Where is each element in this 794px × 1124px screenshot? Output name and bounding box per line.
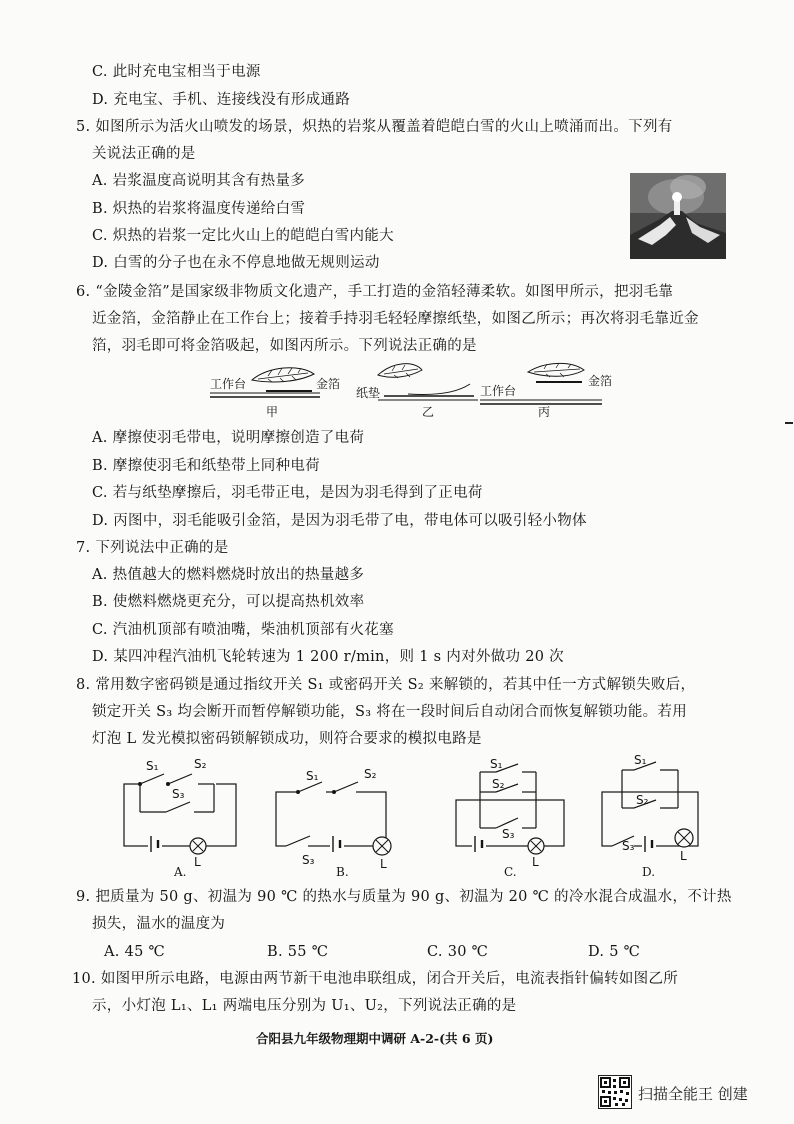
q9-stem: 损失，温水的温度为 [92, 916, 226, 932]
q7-option-d: D. 某四冲程汽油机飞轮转速为 1 200 r/min，则 1 s 内对外做功 20 次 [92, 649, 564, 665]
circuit-label-b: B. [336, 865, 349, 879]
q9-option-b: B. 55 ℃ [267, 944, 329, 960]
circuit-label-s1: S₁ [146, 759, 159, 773]
q9-option-d: D. 5 ℃ [588, 944, 641, 960]
q6-option-d: D. 丙图中，羽毛能吸引金箔，是因为羽毛带了电，带电体可以吸引轻小物体 [92, 513, 587, 529]
page-footer: 合阳县九年级物理期中调研 A-2-(共 6 页) [256, 1031, 494, 1046]
q6-workbench-label-jia: 工作台 [210, 377, 247, 391]
circuit-label-s2: S₂ [364, 767, 377, 781]
circuit-label-lamp: L [680, 849, 687, 863]
q8-stem: 灯泡 L 发光模拟密码锁解锁成功，则符合要求的模拟电路是 [92, 731, 482, 747]
q6-gold-label-bing: 金箔 [588, 374, 613, 388]
circuit-label-s3: S₃ [302, 853, 315, 867]
volcano-photo [630, 173, 726, 259]
q5-stem: 5. 如图所示为活火山喷发的场景，炽热的岩浆从覆盖着皑皑白雪的火山上喷涌而出。下列有 [76, 119, 673, 135]
q6-option-a: A. 摩擦使羽毛带电，说明摩擦创造了电荷 [92, 430, 365, 446]
circuit-label-s2: S₂ [636, 793, 649, 807]
circuit-label-s2: S₂ [492, 777, 505, 791]
q7-option-c: C. 汽油机顶部有喷油嘴，柴油机顶部有火花塞 [92, 622, 394, 638]
circuit-label-c: C. [504, 865, 517, 879]
q6-paper-pad-label: 纸垫 [356, 386, 381, 400]
q5-option-d: D. 白雪的分子也在永不停息地做无规则运动 [92, 255, 380, 271]
q8-circuits-figure [118, 752, 728, 882]
q7-stem: 7. 下列说法中正确的是 [76, 540, 229, 556]
feather-icon [378, 364, 470, 395]
circuit-label-s1: S₁ [634, 753, 647, 767]
qr-code-icon [598, 1075, 632, 1109]
q6-caption-bing: 丙 [538, 405, 551, 419]
margin-mark [785, 422, 793, 424]
q9-option-a: A. 45 ℃ [104, 944, 166, 960]
feather-icon [528, 363, 584, 377]
q6-caption-yi: 乙 [422, 405, 435, 419]
q5-stem: 关说法正确的是 [92, 146, 196, 162]
q10-stem: 示，小灯泡 L₁、L₁ 两端电压分别为 U₁、U₂，下列说法正确的是 [92, 998, 517, 1014]
q8-stem: 锁定开关 S₃ 均会断开而暂停解锁功能，S₃ 将在一段时间后自动闭合而恢复解锁功能。若用 [92, 704, 688, 720]
circuit-label-s1: S₁ [490, 757, 503, 771]
q4-option-d: D. 充电宝、手机、连接线没有形成通路 [92, 92, 351, 108]
circuit-label-lamp: L [380, 857, 387, 871]
q5-option-a: A. 岩浆温度高说明其含有热量多 [92, 173, 305, 189]
circuit-label-s3: S₃ [502, 827, 515, 841]
q6-option-b: B. 摩擦使羽毛和纸垫带上同种电荷 [92, 458, 320, 474]
circuit-c [456, 757, 564, 879]
q7-option-b: B. 使燃料燃烧更充分，可以提高热机效率 [92, 594, 365, 610]
q6-stem: 箔，羽毛即可将金箔吸起，如图丙所示。下列说法正确的是 [92, 338, 477, 354]
q9-stem: 9. 把质量为 50 g、初温为 90 ℃ 的热水与质量为 90 g、初温为 20 ℃ 的冷水混合成温水，不计热 [76, 889, 732, 905]
q6-workbench-label-bing: 工作台 [480, 384, 517, 398]
circuit-label-s3: S₃ [172, 787, 185, 801]
q10-stem: 10. 如图甲所示电路，电源由两节新干电池串联组成，闭合开关后，电流表指针偏转如图乙所 [72, 971, 679, 987]
q6-caption-jia: 甲 [266, 405, 279, 419]
circuit-label-lamp: L [194, 855, 201, 869]
circuit-label-d: D. [642, 865, 656, 879]
circuit-label-s3: S₃ [622, 839, 635, 853]
q5-option-c: C. 炽热的岩浆一定比火山上的皑皑白雪内能大 [92, 228, 394, 244]
circuit-d [602, 753, 698, 879]
scanner-watermark: 扫描全能王 创建 [638, 1085, 748, 1103]
circuit-label-a: A. [174, 865, 187, 879]
q6-figure [208, 362, 622, 424]
q6-gold-label-jia: 金箔 [316, 377, 341, 391]
q6-option-c: C. 若与纸垫摩擦后，羽毛带正电，是因为羽毛得到了正电荷 [92, 485, 483, 501]
circuit-label-lamp: L [532, 855, 539, 869]
q6-stem: 6. “金陵金箔”是国家级非物质文化遗产，手工打造的金箔轻薄柔软。如图甲所示，把羽毛靠 [76, 284, 674, 300]
feather-icon [252, 368, 314, 382]
circuit-label-s2: S₂ [194, 757, 207, 771]
q7-option-a: A. 热值越大的燃料燃烧时放出的热量越多 [92, 567, 365, 583]
q9-option-c: C. 30 ℃ [427, 944, 489, 960]
q8-stem: 8. 常用数字密码锁是通过指纹开关 S₁ 或密码开关 S₂ 来解锁的，若其中任一方式解锁失败后， [76, 677, 696, 693]
q6-stem: 近金箔，金箔静止在工作台上；接着手持羽毛轻轻摩擦纸垫，如图乙所示；再次将羽毛靠近金 [92, 311, 699, 327]
circuit-label-s1: S₁ [306, 769, 319, 783]
q5-option-b: B. 炽热的岩浆将温度传递给白雪 [92, 201, 306, 217]
circuit-b [276, 767, 391, 879]
circuit-a [124, 757, 236, 879]
q4-option-c: C. 此时充电宝相当于电源 [92, 64, 261, 80]
